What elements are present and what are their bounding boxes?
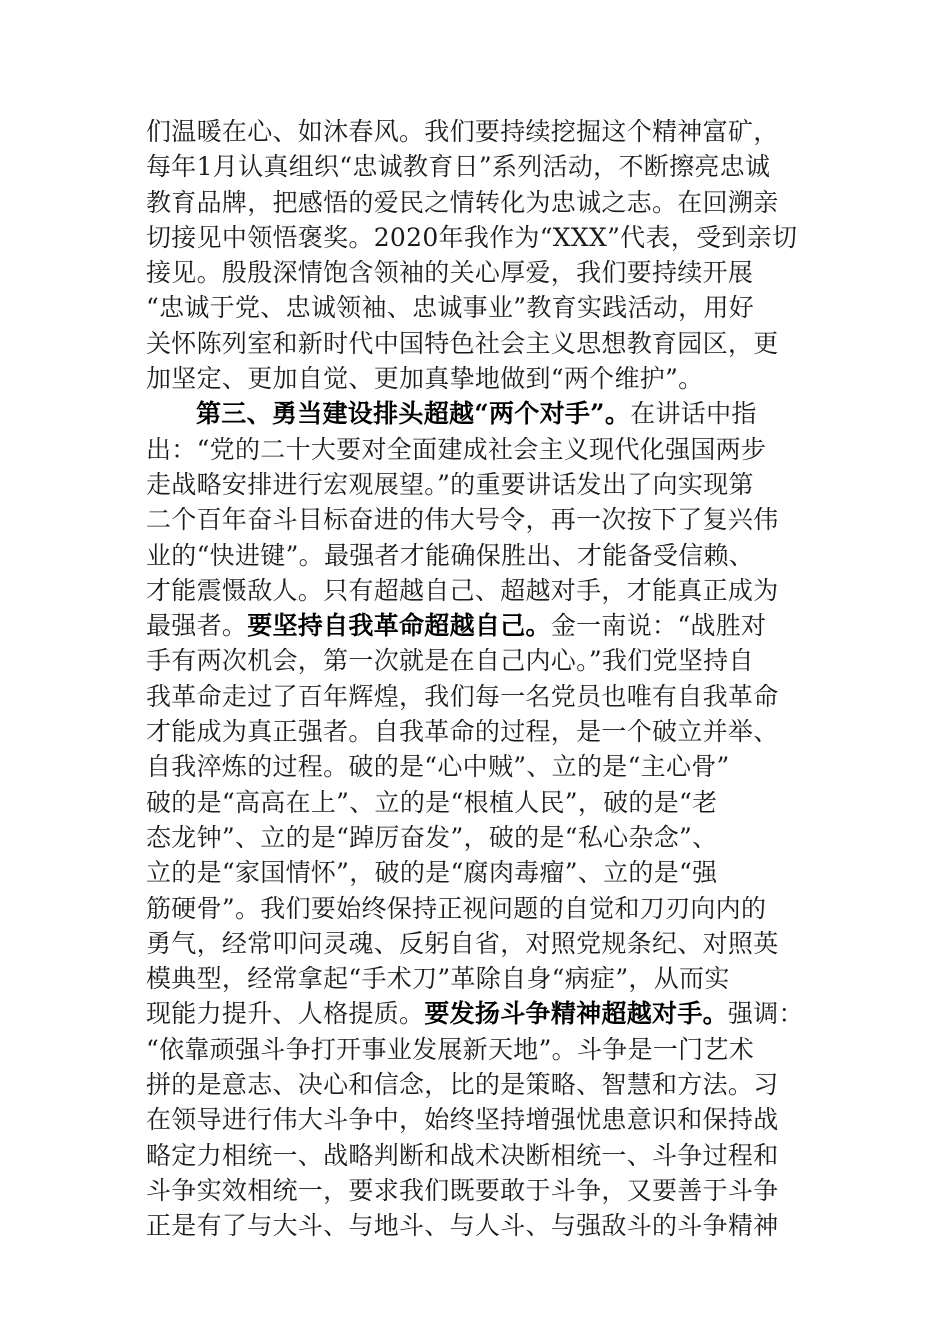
bold-heading-text: 要发扬斗争精神超越对手。: [424, 999, 728, 1029]
text-run: 出：“党的二十大要对全面建成社会主义现代化强国两步: [146, 434, 767, 464]
text-run: 正是有了与大斗、与地斗、与人斗、与强敌斗的斗争精神: [146, 1211, 779, 1241]
text-line: [146, 185, 808, 220]
text-run: 筋硬骨”。我们要始终保持正视问题的自觉和刀刃向内的: [146, 893, 767, 923]
text-line: [146, 1032, 808, 1067]
text-line: [146, 432, 808, 467]
text-line: [146, 714, 808, 749]
text-line: [146, 996, 808, 1031]
text-run: 在领导进行伟大斗争中，始终坚持增强忧患意识和保持战: [146, 1105, 779, 1135]
text-line: [146, 785, 808, 820]
text-line: [146, 538, 808, 573]
text-line: [146, 290, 808, 325]
text-line: [146, 1067, 808, 1102]
text-run: 模典型，经常拿起“手术刀”革除自身“病症”，从而实: [146, 964, 730, 994]
text-run: 教育品牌，把感悟的爱民之情转化为忠诚之志。在回溯亲: [146, 187, 779, 217]
text-line: [146, 820, 808, 855]
text-line: [146, 891, 808, 926]
text-run: 每年1月认真组织“忠诚教育日”系列活动，不断擦亮忠诚: [146, 152, 771, 182]
text-run: 现能力提升、人格提质。: [146, 999, 425, 1029]
text-line: [146, 255, 808, 290]
text-run: 勇气，经常叩问灵魂、反躬自省，对照党规条纪、对照英: [146, 928, 779, 958]
text-run: 在讲话中指: [630, 399, 757, 429]
text-run: 略定力相统一、战略判断和战术决断相统一、斗争过程和: [146, 1140, 779, 1170]
text-line: [146, 679, 808, 714]
text-line: [146, 502, 808, 537]
text-run: 接见。殷殷深情饱含领袖的关心厚爱，我们要持续开展: [146, 258, 754, 288]
text-line: [146, 1138, 808, 1173]
text-run: 二个百年奋斗目标奋进的伟大号令，再一次按下了复兴伟: [146, 505, 779, 535]
body-text: [146, 114, 808, 1244]
text-line: [146, 1173, 808, 1208]
text-line: [146, 855, 808, 890]
text-line: [146, 749, 808, 784]
text-line: [146, 1208, 808, 1243]
text-run: 立的是“家国情怀”，破的是“腐肉毒瘤”、立的是“强: [146, 858, 718, 888]
text-run: 才能成为真正强者。自我革命的过程，是一个破立并举、: [146, 717, 779, 747]
text-run: 强调：: [727, 999, 804, 1029]
text-run: 切接见中领悟褒奖。2020年我作为“XXX”代表，受到亲切: [146, 222, 798, 252]
text-run: 走战略安排进行宏观展望。”的重要讲话发出了向实现第: [146, 469, 754, 499]
text-line: [146, 467, 808, 502]
text-run: 破的是“高高在上”、立的是“根植人民”，破的是“老: [146, 787, 718, 817]
bold-heading-text: 要坚持自我革命超越自己。: [247, 611, 551, 641]
text-run: 最强者。: [146, 611, 248, 641]
text-run: 金一南说：“战胜对: [550, 611, 767, 641]
text-line: [146, 361, 808, 396]
bold-heading-text: 第三、勇当建设排头超越“两个对手”。: [196, 399, 631, 429]
text-line: [146, 396, 808, 431]
text-run: 自我淬炼的过程。破的是“心中贼”、立的是“主心骨”: [146, 752, 730, 782]
text-line: [146, 326, 808, 361]
text-line: [146, 961, 808, 996]
text-run: 加坚定、更加自觉、更加真挚地做到“两个维护”。: [146, 364, 704, 394]
text-line: [146, 114, 808, 149]
text-run: 才能震慑敌人。只有超越自己、超越对手，才能真正成为: [146, 575, 779, 605]
text-run: 拼的是意志、决心和信念，比的是策略、智慧和方法。习: [146, 1070, 779, 1100]
text-run: 们温暖在心、如沐春风。我们要持续挖掘这个精神富矿，: [146, 117, 779, 146]
text-line: [146, 926, 808, 961]
text-line: [146, 573, 808, 608]
text-run: 态龙钟”、立的是“踔厉奋发”，破的是“私心杂念”、: [146, 822, 718, 852]
text-run: “忠诚于党、忠诚领袖、忠诚事业”教育实践活动，用好: [146, 293, 755, 323]
text-line: [146, 608, 808, 643]
text-line: [146, 149, 808, 184]
text-run: 斗争实效相统一，要求我们既要敢于斗争，又要善于斗争: [146, 1175, 779, 1205]
text-run: 业的“快进键”。最强者才能确保胜出、才能备受信赖、: [146, 540, 755, 570]
text-run: “依靠顽强斗争打开事业发展新天地”。斗争是一门艺术: [146, 1034, 755, 1064]
text-run: 关怀陈列室和新时代中国特色社会主义思想教育园区，更: [146, 328, 779, 358]
text-run: 手有两次机会，第一次就是在自己内心。”我们党坚持自: [146, 646, 754, 676]
text-line: [146, 643, 808, 678]
text-line: [146, 1102, 808, 1137]
text-run: 我革命走过了百年辉煌，我们每一名党员也唯有自我革命: [146, 681, 779, 711]
text-line: [146, 220, 808, 255]
